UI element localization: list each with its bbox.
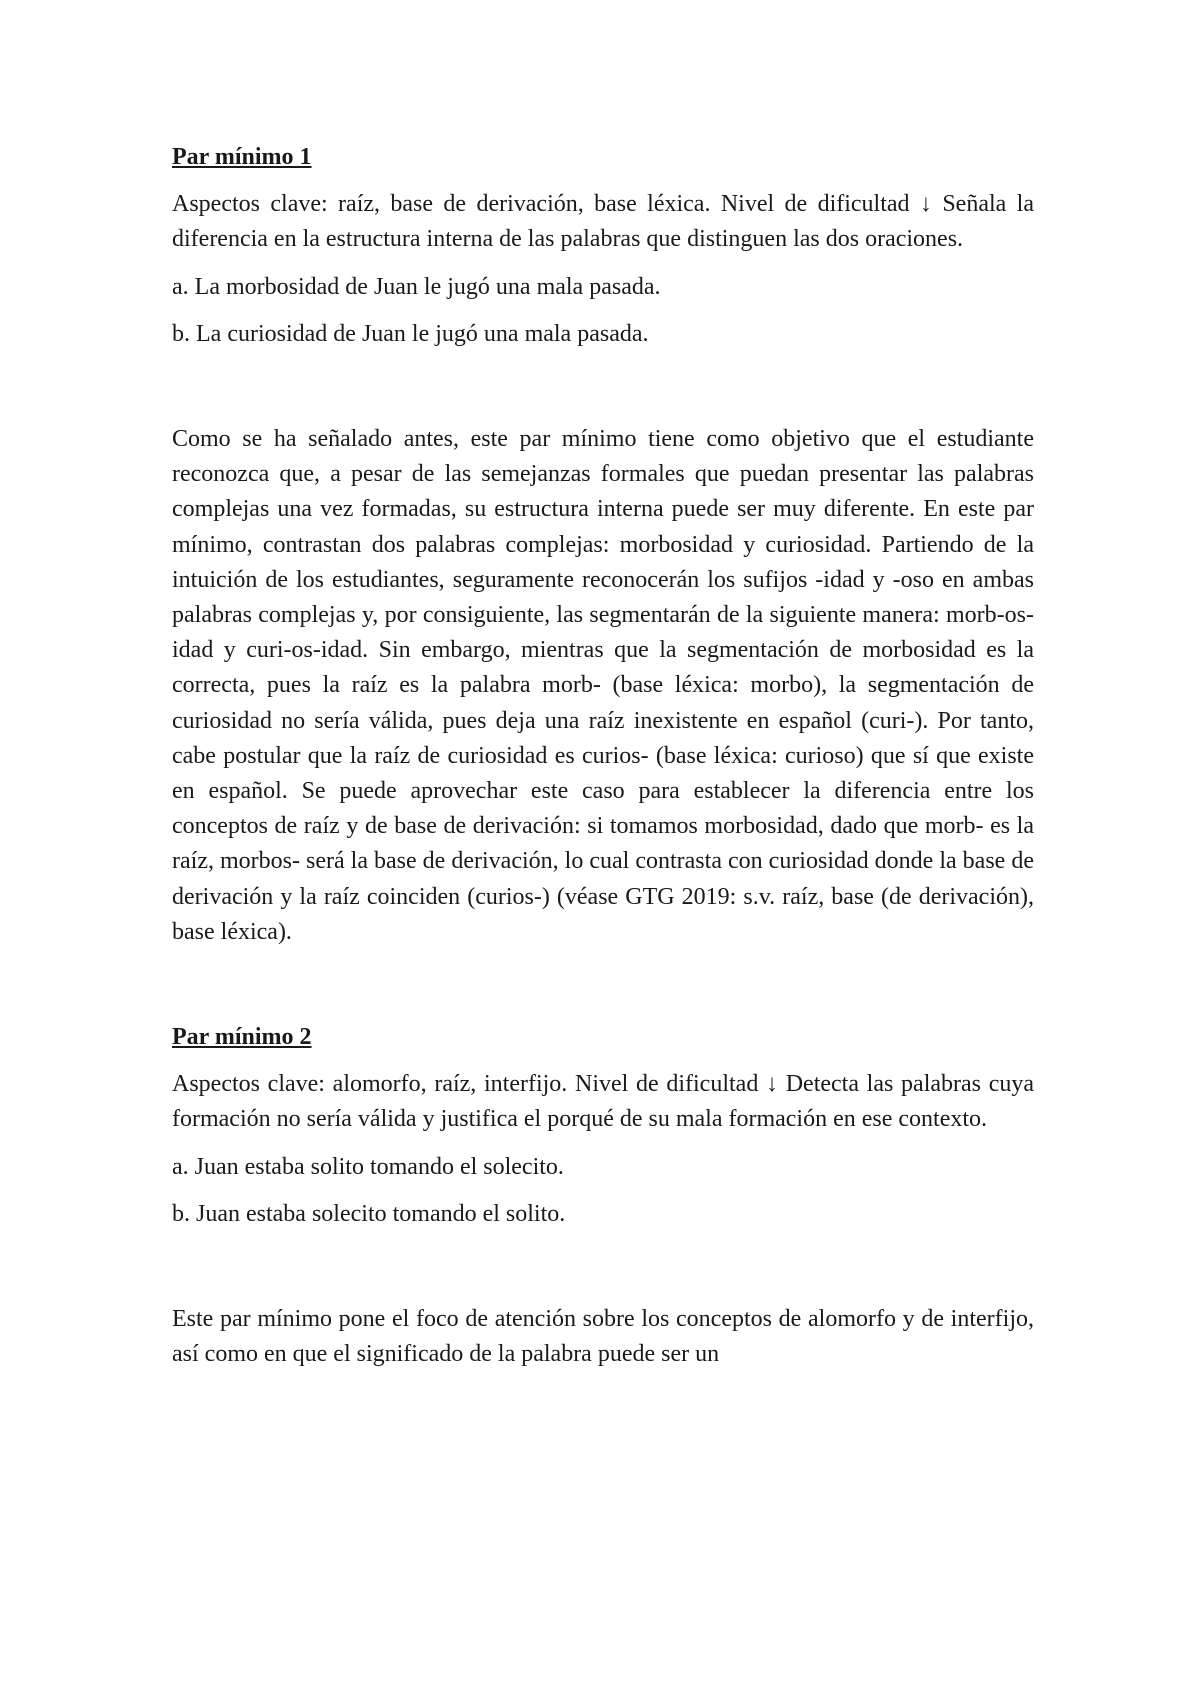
- section2-heading: Par mínimo 2: [172, 1024, 312, 1051]
- section2-explanation: Este par mínimo pone el foco de atención sobre los conceptos de alomorfo y de interfijo, así como en que el significado de la palabra puede ser un: [172, 1306, 1034, 1368]
- spacer: [172, 364, 1034, 422]
- section2-example-a: a. Juan estaba solito tomando el solecito.: [172, 1153, 564, 1180]
- section2-example-b: b. Juan estaba solecito tomando el solito.: [172, 1200, 566, 1227]
- section1-intro: Aspectos clave: raíz, base de derivación, base léxica. Nivel de dificultad ↓ Señala la diferencia en la estructura interna de las palabras que distinguen las dos oraciones.: [172, 191, 1034, 253]
- spacer: [172, 962, 1034, 1020]
- section1-example-b: b. La curiosidad de Juan le jugó una mala pasada.: [172, 320, 649, 347]
- spacer: [172, 1244, 1034, 1302]
- section1-heading: Par mínimo 1: [172, 144, 312, 170]
- document-page: [172, 140, 1034, 1384]
- section1-explanation: Como se ha señalado antes, este par mínimo tiene como objetivo que el estudiante reconozca que, a pesar de las semejanzas formales que puedan presentar las palabras complejas una vez formadas, su estructura interna puede ser muy diferente. En este par mínimo, contrastan dos palabras complejas: morbosidad y curiosidad. Partiendo de la intuición de los estudiantes, seguramente reconocerán los sufijos -idad y -oso en ambas palabras complejas y, por consiguiente, las segmentarán de la siguiente manera: morb-os-idad y curi-os-idad. Sin embargo, mientras que la segmentación de morbosidad es la correcta, pues la raíz es la palabra morb- (base léxica: morbo), la segmentación de curiosidad no sería válida, pues deja una raíz inexistente en español (curi-). Por tanto, cabe postular que la raíz de curiosidad es curios- (base léxica: curioso) que sí que existe en español. Se puede aprovechar este caso para establecer la diferencia entre los conceptos de raíz y de base de derivación: si tomamos morbosidad, dado que morb- es la raíz, morbos- será la base de derivación, lo cual contrasta con curiosidad donde la base de derivación y la raíz coinciden (curios-) (véase GTG 2019: s.v. raíz, base (de derivación), base léxica).: [172, 426, 1034, 945]
- section2-intro: Aspectos clave: alomorfo, raíz, interfijo. Nivel de dificultad ↓ Detecta las palabras cuya formación no sería válida y justifica el porqué de su mala formación en ese contexto.: [172, 1071, 1034, 1133]
- section1-example-a: a. La morbosidad de Juan le jugó una mala pasada.: [172, 273, 661, 300]
